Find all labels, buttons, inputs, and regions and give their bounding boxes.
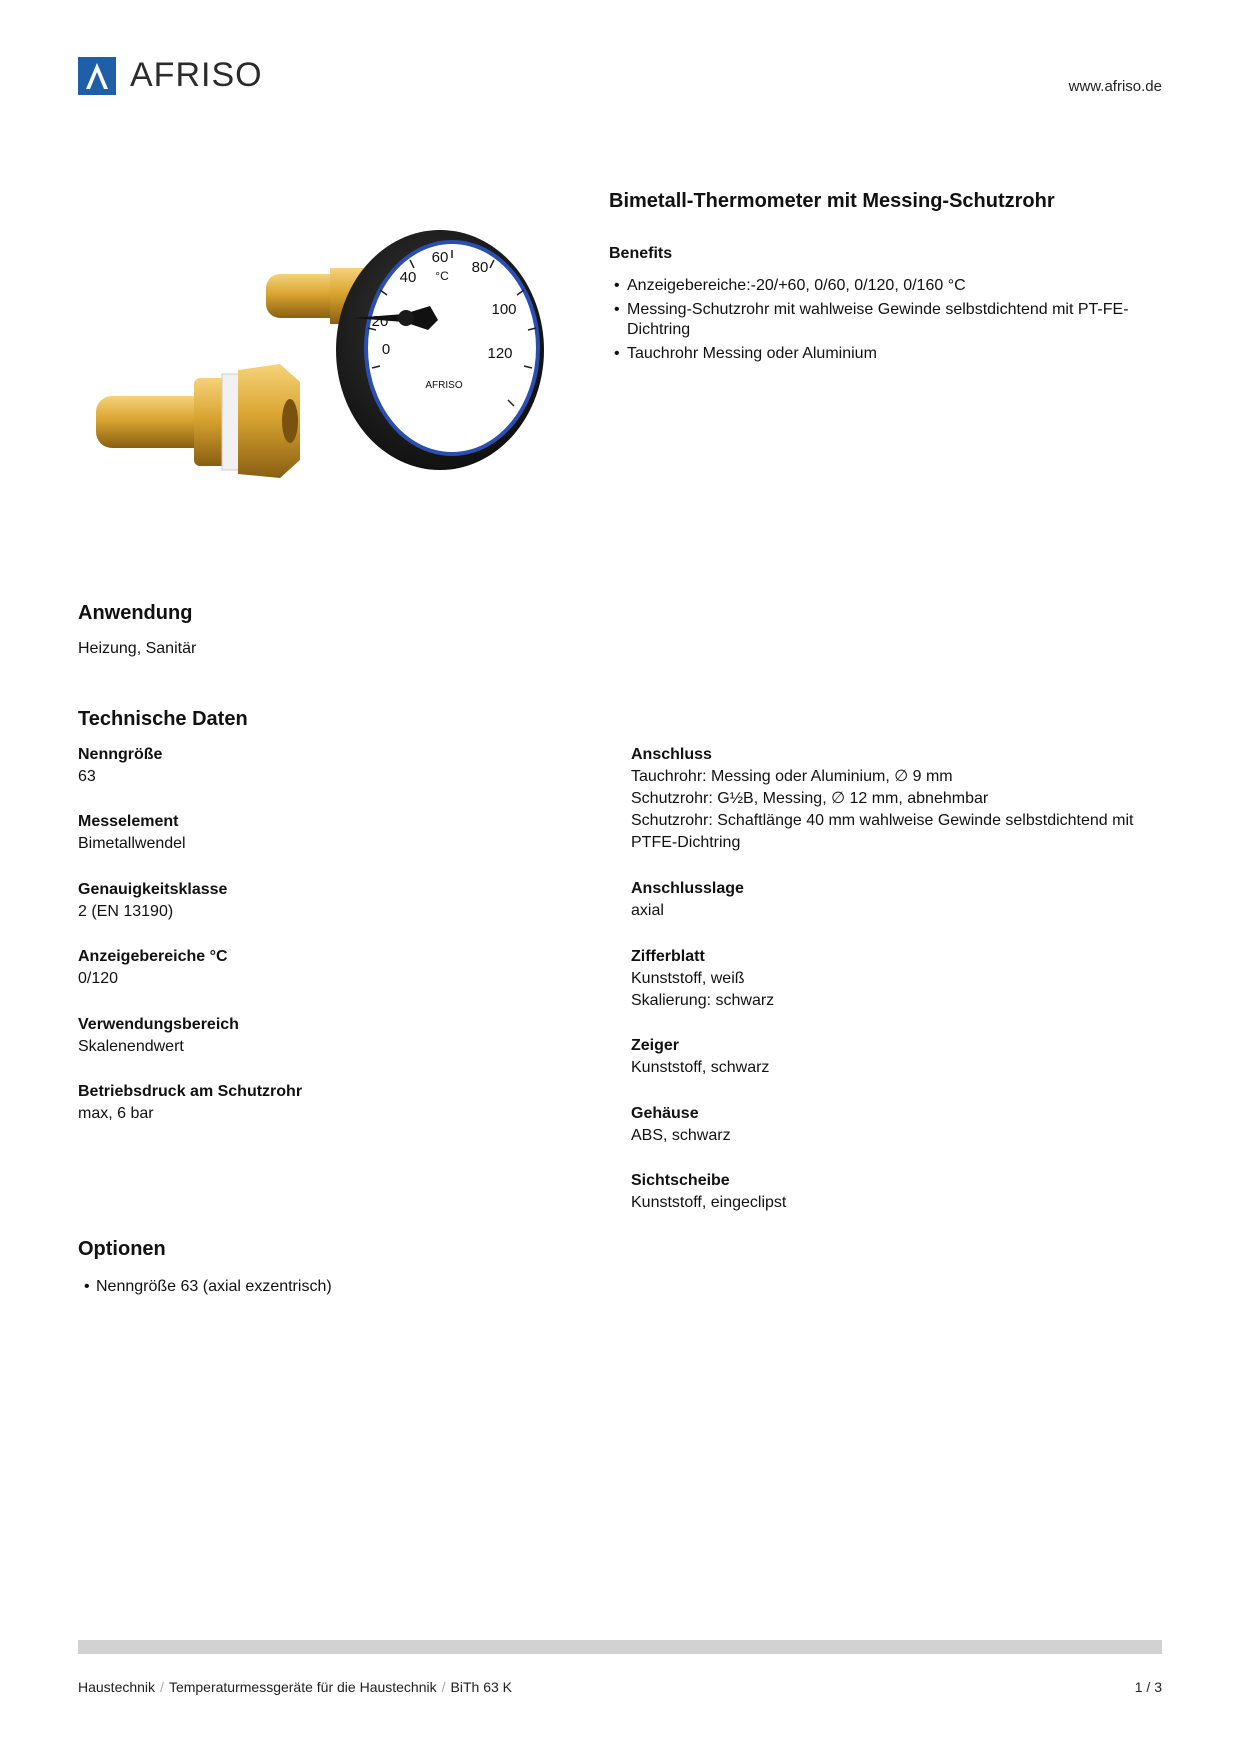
spec-label: Anschlusslage [631, 880, 744, 897]
spec-label: Gehäuse [631, 1105, 699, 1122]
spec-label: Sichtscheibe [631, 1172, 730, 1189]
dial-label-0: 0 [381, 341, 391, 358]
spec-gehaeuse [631, 1103, 731, 1147]
spec-label: Anzeigebereiche °C [78, 948, 228, 965]
dial-label-80: 80 [471, 259, 489, 276]
benefit-text: Messing-Schutzrohr mit wahlweise Gewinde selbstdichtend mit PT-FE-Dichtring [627, 301, 1129, 338]
dial-label-60: 60 [431, 249, 449, 266]
dial-label-20: 20 [371, 313, 389, 330]
spec-value: Schutzrohr: G½B, Messing, ∅ 12 mm, abnehmbar [631, 790, 989, 807]
dial-label-40: 40 [399, 269, 417, 286]
breadcrumb [78, 1679, 512, 1695]
spec-value: Bimetallwendel [78, 835, 186, 852]
breadcrumb-item-haustechnik[interactable]: Haustechnik [78, 1679, 156, 1695]
spec-value: 2 (EN 13190) [78, 903, 174, 920]
spec-value: 63 [78, 768, 96, 785]
spec-verwendungsbereich [78, 1014, 239, 1058]
spec-value: Kunststoff, weiß [631, 970, 745, 987]
spec-value: 0/120 [78, 970, 119, 987]
anwendung-text: Heizung, Sanitär [78, 640, 197, 657]
spec-messelement [78, 811, 186, 855]
benefit-item: • Anzeigebereiche:-20/+60, 0/60, 0/120, 0/160 °C [609, 276, 1169, 296]
benefit-item: • Tauchrohr Messing oder Aluminium [609, 344, 1169, 364]
spec-zeiger [631, 1035, 769, 1079]
dial-unit: °C [435, 269, 449, 283]
spec-label: Zifferblatt [631, 948, 705, 965]
breadcrumb-item-product: BiTh 63 K [450, 1679, 512, 1695]
footer-divider [78, 1640, 1162, 1654]
breadcrumb-item-temperaturmessgeraete[interactable]: Temperaturmessgeräte für die Haustechnik [168, 1679, 437, 1695]
spec-value: ABS, schwarz [631, 1127, 731, 1144]
benefits-list [609, 276, 1169, 368]
spec-value: Kunststoff, eingeclipst [631, 1194, 787, 1211]
spec-label: Nenngröße [78, 746, 163, 763]
spec-label: Verwendungsbereich [78, 1016, 239, 1033]
spec-anzeigebereiche [78, 946, 228, 990]
breadcrumb-separator: / [441, 1679, 446, 1695]
breadcrumb-separator: / [160, 1679, 164, 1695]
spec-value: Skalierung: schwarz [631, 992, 775, 1009]
spec-sichtscheibe [631, 1170, 786, 1214]
product-title: Bimetall-Thermometer mit Messing-Schutzrohr [609, 190, 1055, 212]
afriso-logo-icon [78, 57, 116, 95]
section-heading-technische-daten: Technische Daten [78, 708, 248, 730]
spec-anschlusslage [631, 878, 744, 922]
thermometer-product-photo-icon [90, 222, 560, 522]
spec-value: max, 6 bar [78, 1105, 154, 1122]
website-url[interactable]: www.afriso.de [1068, 78, 1162, 95]
spec-genauigkeitsklasse [78, 879, 227, 923]
section-heading-anwendung: Anwendung [78, 602, 193, 624]
dial-label-120: 120 [487, 345, 513, 362]
spec-label: Messelement [78, 813, 179, 830]
page-number: 1 / 3 [1134, 1679, 1162, 1695]
spec-label: Zeiger [631, 1037, 680, 1054]
brand-logo [78, 56, 263, 95]
options-list [78, 1278, 332, 1296]
spec-value: Tauchrohr: Messing oder Aluminium, ∅ 9 mm [631, 768, 953, 785]
spec-value: Kunststoff, schwarz [631, 1059, 770, 1076]
dial-label-100: 100 [491, 301, 517, 318]
brand-name: AFRISO [130, 56, 263, 94]
spec-label: Betriebsdruck am Schutzrohr [78, 1083, 303, 1100]
spec-label: Anschluss [631, 746, 712, 763]
spec-value: axial [631, 902, 664, 919]
spec-zifferblatt [631, 946, 774, 1012]
benefits-heading: Benefits [609, 245, 673, 262]
spec-value: PTFE-Dichtring [631, 834, 741, 851]
option-item: • Nenngröße 63 (axial exzentrisch) [78, 1278, 332, 1296]
section-heading-optionen: Optionen [78, 1238, 166, 1260]
spec-value: Skalenendwert [78, 1038, 184, 1055]
spec-anschluss [631, 744, 1133, 854]
dial-brand: AFRISO [425, 380, 463, 391]
benefit-item [609, 300, 1169, 340]
spec-value: Schutzrohr: Schaftlänge 40 mm wahlweise Gewinde selbstdichtend mit [631, 812, 1134, 829]
spec-betriebsdruck [78, 1081, 302, 1125]
spec-nenngroesse [78, 744, 162, 788]
spec-label: Genauigkeitsklasse [78, 881, 228, 898]
